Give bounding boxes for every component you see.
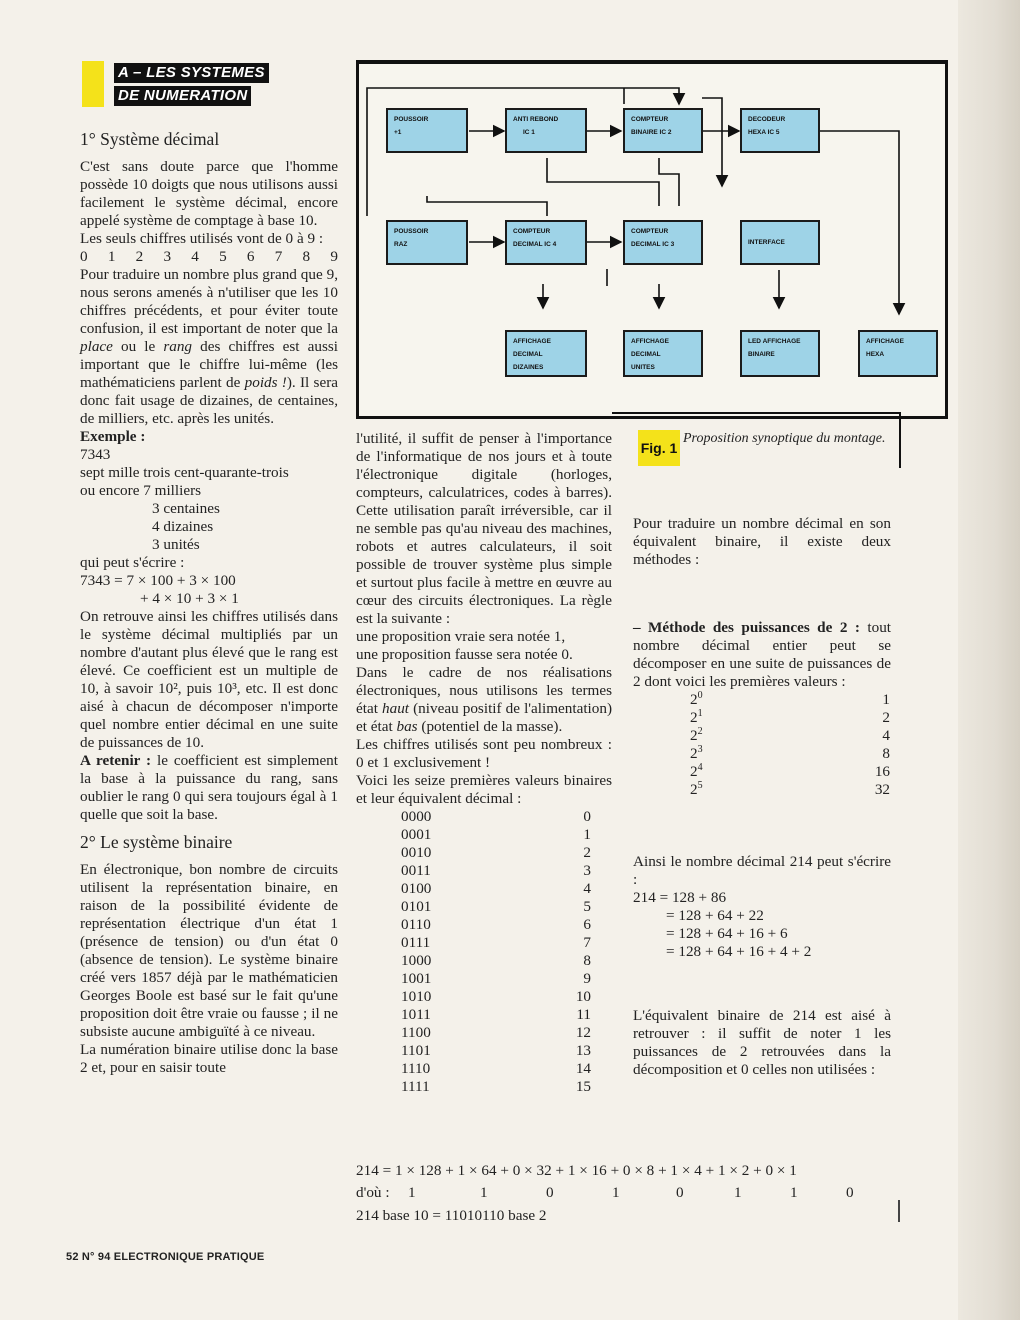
example-line: qui peut s'écrire :: [80, 554, 185, 571]
table-row: [633, 727, 891, 745]
binary-value: 0000: [401, 808, 432, 825]
box-compteur-decimal-ic3: [623, 220, 703, 265]
method-label: – Méthode des puissances de 2 :: [633, 619, 860, 636]
emphasis: haut: [382, 700, 410, 717]
equation: 214 = 128 + 86: [633, 889, 727, 906]
decimal-value: 12: [575, 1024, 591, 1041]
equation: = 128 + 64 + 16 + 4 + 2: [666, 943, 812, 960]
table-row: [356, 826, 612, 844]
example-line: ou encore 7 milliers: [80, 482, 202, 499]
binary-value: 1000: [401, 952, 432, 969]
box-label: DECIMAL IC 4: [513, 241, 557, 248]
text: ou le: [112, 338, 164, 355]
binary-value: 0001: [401, 826, 432, 843]
power-base: 2: [690, 781, 698, 798]
binary-value: 0011: [401, 862, 431, 879]
decimal-value: 2: [583, 844, 591, 861]
binary-value: 0101: [401, 898, 432, 915]
example-line: 3 unités: [152, 536, 200, 553]
paragraph: [80, 752, 338, 824]
figure-caption-text: Proposition synoptique du montage.: [683, 431, 886, 446]
power-exponent: 2: [697, 725, 703, 737]
decimal-value: 8: [583, 952, 591, 969]
section-title-decimal: 1° Système décimal: [80, 129, 220, 149]
decimal-value: 15: [575, 1078, 591, 1095]
digit: 0: [80, 248, 88, 265]
bit: 1: [612, 1184, 620, 1201]
table-row: [356, 898, 612, 916]
paragraph: Ainsi le nombre décimal 214 peut s'écrire :: [633, 853, 891, 888]
decimal-value: 1: [583, 826, 591, 843]
table-row: [356, 934, 612, 952]
box-label: DECODEUR: [748, 116, 786, 123]
block-diagram: [356, 60, 948, 419]
table-row: [356, 880, 612, 898]
example-label: Exemple :: [80, 428, 146, 445]
digit: 8: [302, 248, 311, 265]
box-label: +1: [394, 129, 402, 136]
digit-list: [80, 248, 338, 266]
box-poussoir-plus1: [386, 108, 468, 153]
decimal-value: 3: [583, 862, 591, 879]
column-rule: [898, 1200, 900, 1222]
text: (niveau positif de l'alimentation) et état: [356, 700, 612, 735]
box-affichage-hexa: [858, 330, 938, 377]
binary-decomposition: 214 = 1 × 128 + 1 × 64 + 0 × 32 + 1 × 16 + 0 × 8 + 1 × 4 + 1 × 2 + 0 × 1: [356, 1162, 797, 1179]
bit: 0: [676, 1184, 684, 1201]
bit: 1: [790, 1184, 798, 1201]
retenir-label: A retenir :: [80, 752, 152, 769]
table-row: [633, 763, 891, 781]
power-base: 2: [690, 745, 698, 762]
box-label: HEXA IC 5: [748, 129, 780, 136]
section-header: [82, 61, 290, 107]
column-3: [633, 515, 891, 1079]
box-affichage-dizaines: [505, 330, 587, 377]
box-anti-rebond: [505, 108, 587, 153]
box-label: IC 1: [523, 129, 535, 136]
text: Dans le cadre de nos réalisations électroniques, nous utilisons les termes état: [356, 664, 612, 717]
box-label: BINAIRE IC 2: [631, 129, 672, 136]
table-row: [356, 970, 612, 988]
power-exponent: 3: [697, 743, 703, 755]
figure-label: Fig. 1: [638, 430, 680, 466]
binary-value: 1101: [401, 1042, 431, 1059]
paragraph: [633, 619, 891, 691]
box-label: BINAIRE: [748, 351, 775, 358]
paragraph: On retrouve ainsi les chiffres utilisés dans le système décimal multipliés par un nombre d'autant plus élevé que le rang est élevé. Ce coefficient est un multiple de 10, à savoir 10², puis 10³, etc. Il est donc aisé à chacun de décomposer n'importe quel nombre entier décimal en une suite de puissances de 10.: [80, 608, 338, 751]
power-value: 1: [882, 691, 890, 708]
binary-table: [356, 808, 612, 1096]
power-exponent: 1: [697, 707, 703, 719]
box-label: HEXA: [866, 351, 885, 358]
figure-rule: [612, 412, 901, 414]
box-label: DECIMAL IC 3: [631, 241, 675, 248]
paragraph: La numération binaire utilise donc la base 2 et, pour en saisir toute: [80, 1041, 338, 1076]
binary-value: 1110: [401, 1060, 431, 1077]
text: ). Il sera donc fait usage de dizaines, de centaines, de milliers, etc. après les unités.: [80, 374, 338, 427]
box-led-affichage-binaire: [740, 330, 820, 377]
paragraph: Les chiffres utilisés sont peu nombreux : 0 et 1 exclusivement !: [356, 736, 612, 771]
binary-value: 0100: [401, 880, 432, 897]
box-compteur-binaire: [623, 108, 703, 153]
paragraph: Voici les seize premières valeurs binaires et leur équivalent décimal :: [356, 772, 612, 807]
example-number: 7343: [80, 446, 111, 463]
emphasis: rang: [163, 338, 193, 355]
table-row: [633, 691, 891, 709]
table-row: [356, 1078, 612, 1096]
decimal-value: 5: [583, 898, 591, 915]
box-compteur-decimal-ic4: [505, 220, 587, 265]
power-base: 2: [690, 727, 698, 744]
table-row: [356, 1060, 612, 1078]
box-label: POUSSOIR: [394, 116, 429, 123]
box-interface: [740, 220, 820, 265]
power-value: 8: [882, 745, 890, 762]
digit: 7: [274, 248, 283, 265]
section-title-binary: 2° Le système binaire: [80, 832, 233, 852]
paragraph: [80, 266, 338, 428]
power-of-two: [633, 709, 810, 727]
digit: 2: [135, 248, 144, 265]
example-line: sept mille trois cent-quarante-trois: [80, 464, 289, 481]
bit: 1: [734, 1184, 742, 1201]
box-label: COMPTEUR: [513, 228, 551, 235]
digit: 3: [163, 248, 172, 265]
power-value: 4: [882, 727, 890, 744]
box-label: LED AFFICHAGE: [748, 338, 801, 345]
decimal-value: 13: [575, 1042, 591, 1059]
binary-result: 214 base 10 = 11010110 base 2: [356, 1207, 547, 1224]
box-affichage-unites: [623, 330, 703, 377]
decimal-value: 0: [583, 808, 591, 825]
digit: 1: [107, 248, 116, 265]
paragraph: C'est sans doute parce que l'homme possède 10 doigts que nous utilisons aussi facilement le système décimal, encore appelé système de comptage à base 10.: [80, 158, 338, 229]
table-row: [356, 1006, 612, 1024]
power-of-two: [633, 781, 810, 799]
box-label: ANTI REBOND: [513, 116, 559, 123]
binary-value: 1111: [401, 1078, 430, 1095]
box-label: POUSSOIR: [394, 228, 429, 235]
table-row: [633, 781, 891, 799]
column-2: [356, 430, 612, 1096]
example-line: 3 centaines: [152, 500, 220, 517]
box-label: COMPTEUR: [631, 228, 669, 235]
bit: 0: [546, 1184, 554, 1201]
example-equation: 7343 = 7 × 100 + 3 × 100: [80, 572, 236, 589]
emphasis: place: [80, 338, 113, 355]
binary-value: 1100: [401, 1024, 431, 1041]
table-row: [356, 844, 612, 862]
power-of-two: [633, 691, 810, 709]
equation: = 128 + 64 + 22: [666, 907, 764, 924]
binary-value: 0110: [401, 916, 431, 933]
box-label: RAZ: [394, 241, 408, 248]
power-of-two: [633, 745, 810, 763]
binary-value: 1010: [401, 988, 432, 1005]
box-label: AFFICHAGE DECIMAL: [513, 338, 551, 358]
figure-rule: [899, 412, 901, 468]
box-label: AFFICHAGE: [866, 338, 904, 345]
decimal-value: 9: [583, 970, 591, 987]
header-line-1: A – LES SYSTEMES: [114, 63, 269, 83]
binary-value: 0111: [401, 934, 431, 951]
equation: = 128 + 64 + 16 + 6: [666, 925, 788, 942]
box-label: AFFICHAGE DECIMAL: [631, 338, 669, 358]
table-row: [356, 916, 612, 934]
page-folio: 52 N° 94 ELECTRONIQUE PRATIQUE: [66, 1251, 265, 1263]
power-exponent: 4: [697, 761, 703, 773]
power-exponent: 5: [697, 779, 703, 791]
table-row: [356, 952, 612, 970]
table-row: [356, 808, 612, 826]
emphasis: poids !: [244, 374, 287, 391]
text: des chiffres est aussi important que le chiffre lui-même (les mathématiciens parlent de: [80, 338, 338, 391]
decimal-value: 14: [575, 1060, 591, 1077]
box-label: COMPTEUR: [631, 116, 669, 123]
decimal-value: 11: [576, 1006, 591, 1023]
table-row: [633, 745, 891, 763]
box-poussoir-raz: [386, 220, 468, 265]
text: Pour traduire un nombre plus grand que 9, nous serons amenés à n'utiliser que les 10 chiffres précédents, et pour éviter toute confusion, il est important de noter que la: [80, 266, 338, 337]
box-label: INTERFACE: [748, 239, 785, 246]
power-base: 2: [690, 763, 698, 780]
paragraph: [356, 664, 612, 736]
example-line: 4 dizaines: [152, 518, 214, 535]
power-value: 2: [882, 709, 890, 726]
decimal-value: 10: [575, 988, 591, 1005]
power-of-two: [633, 763, 810, 781]
paragraph: Pour traduire un nombre décimal en son équivalent binaire, il existe deux méthodes :: [633, 515, 891, 568]
bit: 0: [846, 1184, 854, 1201]
paragraph: l'utilité, il suffit de penser à l'importance de l'informatique de nos jours et à toute l'électronique digitale (horloges, compteurs, calculatrices, codes à barres). Cette utilisation paraît irréversible, car il ne semble pas qu'au niveau des machines, robots et autres calculateurs, il soit possible de trouver système plus simple et surtout plus facile à mettre en œuvre au cœur des circuits électroniques. La règle est la suivante :: [356, 430, 612, 627]
page-edge: [958, 0, 1020, 1320]
header-line-2: DE NUMERATION: [114, 86, 251, 106]
bits-label: d'où :: [356, 1184, 390, 1201]
header-highlight-bar: [82, 61, 104, 107]
text-line: une proposition fausse sera notée 0.: [356, 646, 573, 663]
table-row: [356, 988, 612, 1006]
binary-value: 0010: [401, 844, 432, 861]
digit: 5: [219, 248, 227, 265]
power-exponent: 0: [697, 689, 703, 701]
decimal-value: 7: [583, 934, 591, 951]
box-label: UNITES: [631, 364, 655, 371]
table-row: [356, 862, 612, 880]
bit: 1: [480, 1184, 488, 1201]
digit: 9: [330, 248, 338, 265]
power-value: 32: [874, 781, 890, 798]
binary-bits-row: [356, 1184, 876, 1202]
text: le coefficient est simplement la base à la puissance du rang, sans oublier le rang 0 qui sera toujours égal à 1 quelle que soit la base.: [80, 752, 338, 823]
bit: 1: [408, 1184, 416, 1201]
decimal-value: 6: [583, 916, 591, 933]
powers-table: [633, 691, 891, 799]
binary-value: 1011: [401, 1006, 431, 1023]
text-line: une proposition vraie sera notée 1,: [356, 628, 566, 645]
power-value: 16: [874, 763, 890, 780]
binary-value: 1001: [401, 970, 432, 987]
box-decodeur-hexa: [740, 108, 820, 153]
power-of-two: [633, 727, 810, 745]
table-row: [356, 1042, 612, 1060]
box-label: DIZAINES: [513, 364, 544, 371]
example-equation: + 4 × 10 + 3 × 1: [140, 590, 239, 607]
digit: 6: [246, 248, 255, 265]
paragraph: Les seuls chiffres utilisés vont de 0 à 9 :: [80, 230, 324, 247]
emphasis: bas: [396, 718, 418, 735]
table-row: [633, 709, 891, 727]
paragraph: En électronique, bon nombre de circuits utilisent la représentation binaire, en raison de la possibilité évidente de représentation électrique d'un état 1 (présence de tension) ou d'un état 0 (absence de tension). Le système binaire créé vers 1857 déjà par le mathématicien Georges Boole est basé sur le fait qu'une proposition doit être vraie ou fausse ; il ne subsiste aucune ambiguïté à ce niveau.: [80, 861, 338, 1040]
text: (potentiel de la masse).: [417, 718, 563, 735]
text: tout nombre décimal entier peut se décomposer en une suite de puissances de 2 dont voici les premières valeurs :: [633, 619, 892, 690]
paragraph: L'équivalent binaire de 214 est aisé à retrouver : il suffit de noter 1 les puissances de 2 retrouvées dans la décomposition et 0 celles non utilisées :: [633, 1007, 891, 1078]
decimal-value: 4: [583, 880, 591, 897]
power-base: 2: [690, 691, 698, 708]
table-row: [356, 1024, 612, 1042]
column-1: [80, 130, 338, 1077]
digit: 4: [191, 248, 199, 265]
power-base: 2: [690, 709, 698, 726]
